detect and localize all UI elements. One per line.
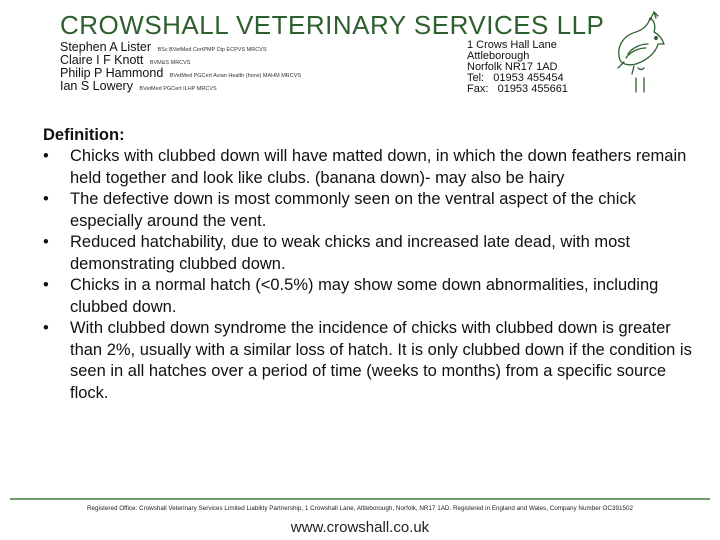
address-line: 1 Crows Hall Lane: [467, 39, 557, 51]
list-item: [43, 275, 703, 318]
list-item-text: With clubbed down syndrome the incidence of chicks with clubbed down is greater than 2%, usually with a similar loss of hatch. It is only clubbed down if the condition is seen in all hatches over a period of time (weeks to months) from a specific source flock.: [70, 319, 692, 402]
vet-entry: [60, 40, 301, 53]
vet-list: [60, 40, 301, 92]
vet-name: Ian S Lowery: [60, 79, 133, 93]
bullet-icon: •: [43, 319, 49, 337]
company-name: CROWSHALL VETERINARY SERVICES LLP: [60, 10, 605, 40]
vet-entry: [60, 66, 301, 79]
list-item-text: Chicks with clubbed down will have matted down, in which the down feathers remain held together and look like clubs. (banana down)- may also be hairy: [70, 147, 687, 187]
list-item-text: Reduced hatchability, due to weak chicks and increased late dead, with most demonstrating clubbed down.: [70, 233, 631, 273]
vet-name: Claire I F Knott: [60, 53, 144, 67]
vet-name: Stephen A Lister: [60, 40, 152, 54]
vet-qualifications: BVetMed PGCert ILHP MRCVS: [139, 86, 217, 92]
address-line: Attleborough: [467, 50, 530, 62]
vet-qualifications: BVetMed PGCert Avian Health (hons) MAHM MRCVS: [169, 73, 302, 79]
company-address: [467, 40, 568, 95]
fax: [467, 84, 568, 95]
bullet-icon: •: [43, 190, 49, 208]
fax-number: 01953 455661: [497, 83, 568, 95]
tel-label: Tel:: [467, 72, 485, 84]
bullet-list: [43, 146, 703, 404]
list-item: [43, 318, 703, 404]
footer-divider: [10, 498, 710, 500]
bullet-icon: •: [43, 276, 49, 294]
list-item: [43, 189, 703, 232]
list-item: [43, 146, 703, 189]
vet-name: Philip P Hammond: [60, 66, 164, 80]
fax-label: Fax:: [467, 83, 489, 95]
vet-qualifications: BSc BVetMed CertPMP Dip ECPVS MRCVS: [157, 47, 267, 53]
registered-office: Registered Office: Crowshall Veterinary Services Limited Liability Partnership, 1 Crowshall Lane, Attleborough, Norfolk, NR17 1AD. Registered in England and Wales, Company Number OC391502: [87, 505, 633, 512]
tel-number: 01953 455454: [493, 72, 564, 84]
list-item: [43, 232, 703, 275]
vet-entry: [60, 53, 301, 66]
website-link[interactable]: www.crowshall.co.uk: [290, 519, 430, 536]
vet-entry: [60, 79, 301, 92]
list-item-text: The defective down is most commonly seen on the ventral aspect of the chick especially around the vent.: [70, 190, 636, 230]
bullet-icon: •: [43, 147, 49, 165]
address-line: Norfolk NR17 1AD: [467, 61, 558, 73]
list-item-text: Chicks in a normal hatch (<0.5%) may show some down abnormalities, including clubbed down.: [70, 276, 659, 316]
section-heading: Definition:: [43, 126, 125, 144]
content: [43, 124, 703, 404]
vet-qualifications: BVM&S MRCVS: [149, 60, 191, 66]
crow-logo-icon: [610, 8, 670, 93]
bullet-icon: •: [43, 233, 49, 251]
